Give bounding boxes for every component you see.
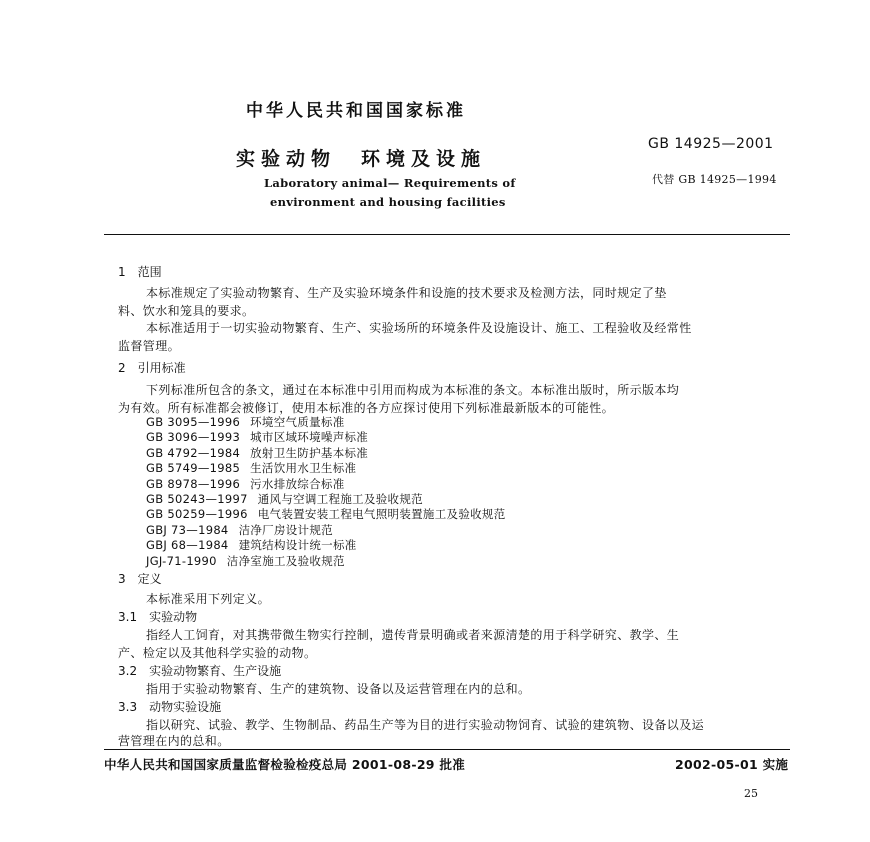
definition-3-3-line-1: 指以研究、试验、教学、生物制品、药品生产等为目的进行实验动物饲育、试验的建筑物、设备以及运 [146, 718, 705, 732]
list-item [146, 476, 345, 492]
english-title-line-1: Laboratory animal— Requirements of [264, 176, 516, 190]
definition-3-2-line-1: 指用于实验动物繁育、生产的建筑物、设备以及运营管理在内的总和。 [146, 682, 531, 696]
header-divider [104, 234, 790, 235]
ref-code: GB 4792—1984 [146, 445, 241, 460]
ref-title: 建筑结构设计统一标准 [238, 538, 357, 553]
definition-3-1-heading: 3.1 实验动物 [118, 610, 198, 624]
section-1-para-1-line-2: 料、饮水和笼具的要求。 [118, 304, 255, 318]
ref-title: 洁净室施工及验收规范 [226, 553, 345, 568]
ref-code: GB 50243—1997 [146, 492, 248, 506]
section-3-heading: 3 定义 [118, 572, 162, 586]
definition-3-3-heading: 3.3 动物实验设施 [118, 700, 222, 714]
footer-divider [104, 749, 790, 750]
ref-title: 放射卫生防护基本标准 [250, 445, 369, 460]
section-1-heading: 1 范围 [118, 265, 162, 279]
definition-3-1-line-1: 指经人工饲育，对其携带微生物实行控制，遗传背景明确或者来源清楚的用于科学研究、教学、生 [146, 628, 680, 642]
ref-code: GB 50259—1996 [146, 507, 248, 522]
definition-3-2-heading: 3.2 实验动物繁育、生产设施 [118, 664, 282, 678]
section-2-para-line-1: 下列标准所包含的条文，通过在本标准中引用而构成为本标准的条文。本标准出版时，所示版本均 [146, 383, 680, 397]
ref-code: GB 3095—1996 [146, 415, 241, 429]
section-1-para-2-line-2: 监督管理。 [118, 339, 181, 353]
list-item [146, 414, 345, 430]
definition-3-1-line-2: 产、检定以及其他科学实验的动物。 [118, 646, 317, 660]
ref-code: GBJ 73—1984 [146, 522, 229, 537]
section-2-heading: 2 引用标准 [118, 361, 186, 375]
list-item [146, 506, 506, 522]
replaces-standard: 代替 GB 14925—1994 [652, 173, 777, 186]
ref-title: 电气装置安装工程电气照明装置施工及验收规范 [257, 507, 506, 522]
section-3-intro: 本标准采用下列定义。 [146, 592, 271, 606]
section-1-para-1-line-1: 本标准规定了实验动物繁育、生产及实验环境条件和设施的技术要求及检测方法，同时规定了垫 [146, 286, 667, 300]
ref-title: 洁净厂房设计规范 [238, 522, 333, 537]
chinese-title: 实验动物 环境及设施 [236, 148, 487, 170]
ref-code: GB 8978—1996 [146, 476, 241, 491]
page-number: 25 [744, 787, 758, 800]
ref-code: GB 5749—1985 [146, 461, 241, 476]
list-item [146, 537, 357, 553]
issuer-approval: 中华人民共和国国家质量监督检验检疫总局 2001-08-29 批准 [104, 757, 466, 772]
english-title-line-2: environment and housing facilities [270, 195, 506, 209]
ref-title: 污水排放综合标准 [250, 476, 345, 491]
ref-code: GBJ 68—1984 [146, 538, 229, 553]
list-item [146, 429, 368, 445]
ref-title: 城市区域环境噪声标准 [250, 430, 369, 445]
list-item [146, 491, 423, 507]
definition-3-3-line-2: 营管理在内的总和。 [118, 734, 230, 748]
list-item [146, 553, 345, 569]
section-2-para-line-2: 为有效。所有标准都会被修订，使用本标准的各方应探讨使用下列标准最新版本的可能性。 [118, 401, 615, 415]
standard-number: GB 14925—2001 [648, 136, 774, 152]
ref-code: GB 3096—1993 [146, 430, 241, 445]
list-item [146, 445, 368, 461]
list-item [146, 460, 356, 476]
list-item [146, 522, 333, 538]
national-standard-title: 中华人民共和国国家标准 [246, 101, 466, 121]
ref-title: 环境空气质量标准 [250, 415, 345, 429]
ref-title: 通风与空调工程施工及验收规范 [257, 492, 423, 506]
section-1-para-2-line-1: 本标准适用于一切实验动物繁育、生产、实验场所的环境条件及设施设计、施工、工程验收及经常性 [146, 321, 692, 335]
implementation-date: 2002-05-01 实施 [675, 757, 789, 772]
ref-title: 生活饮用水卫生标准 [250, 461, 357, 476]
ref-code: JGJ-71-1990 [146, 553, 217, 568]
